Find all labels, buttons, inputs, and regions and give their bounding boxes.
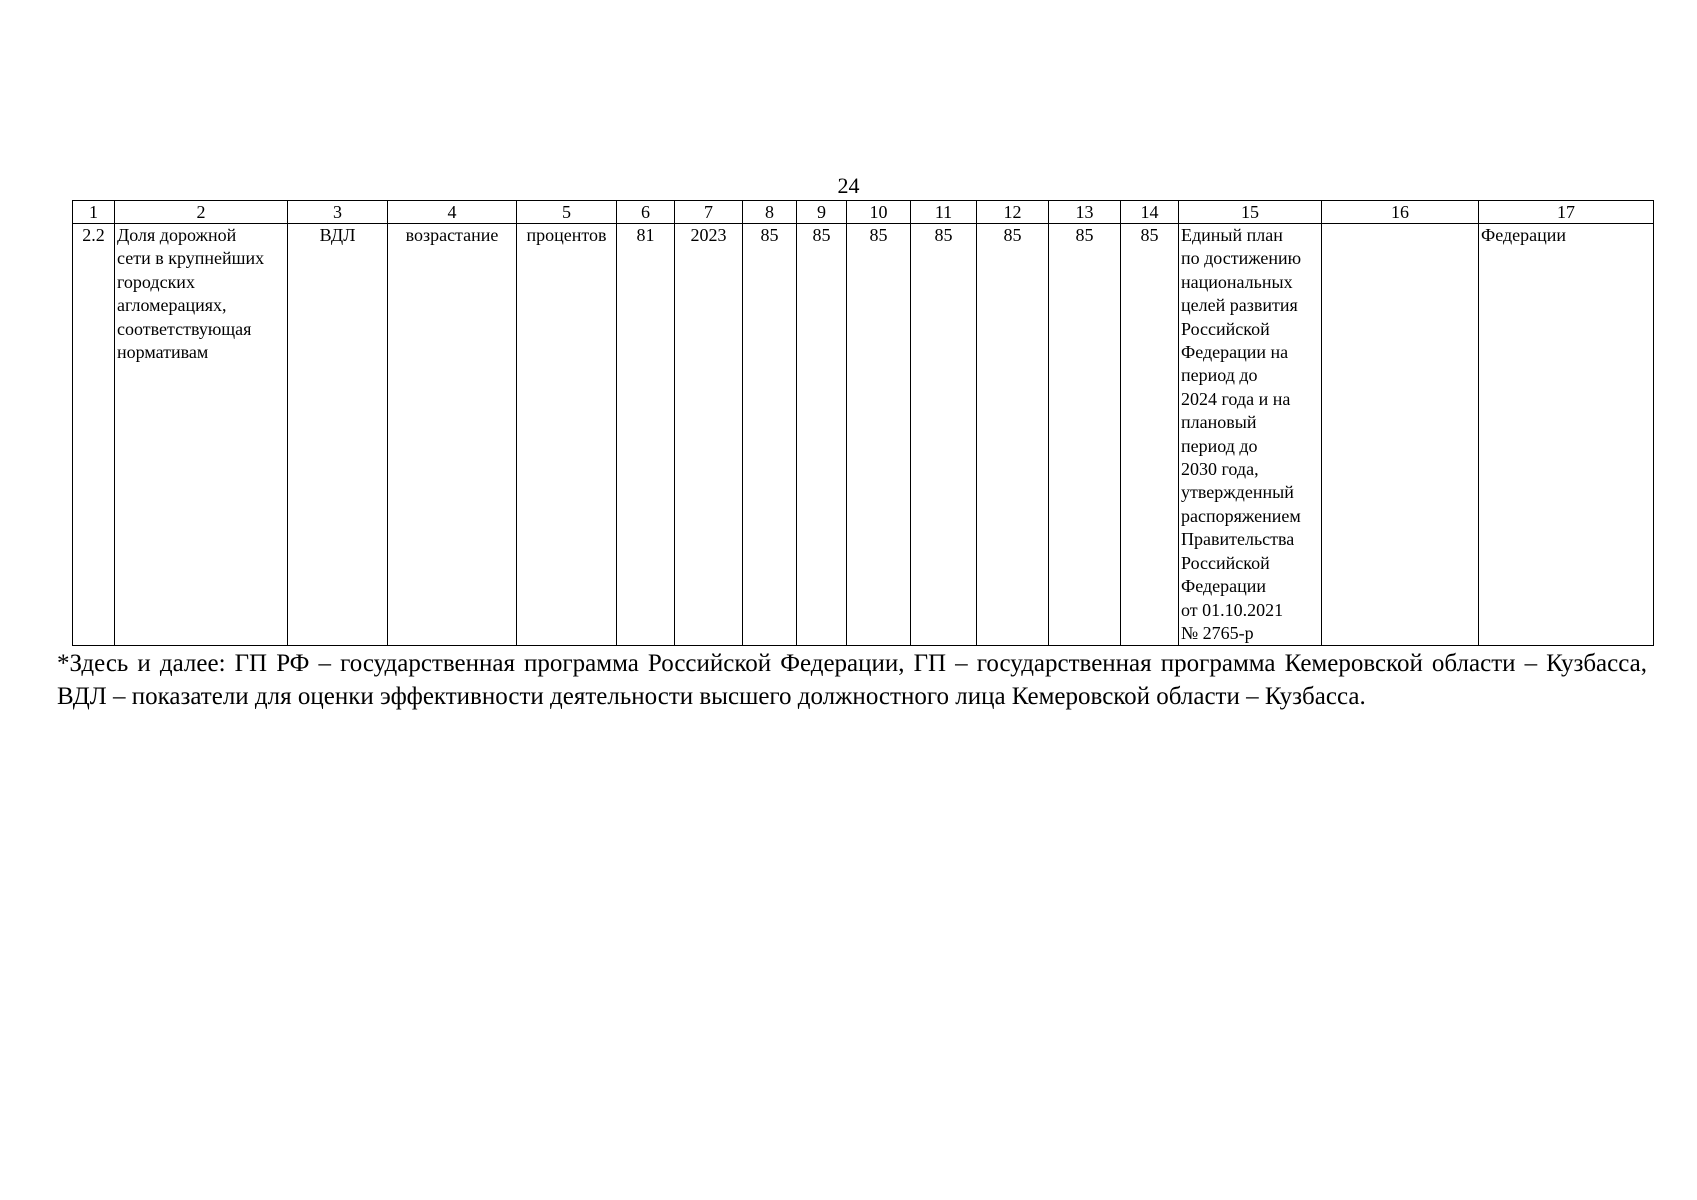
column-header: 4 (388, 201, 517, 224)
cell-unit: процентов (517, 224, 617, 646)
cell-line: распоряжением (1181, 505, 1301, 526)
cell-line: Единый план (1181, 225, 1283, 245)
column-header: 13 (1049, 201, 1121, 224)
cell-indicator-name (115, 224, 288, 646)
column-header: 6 (617, 201, 675, 224)
cell-line: соответствующая (117, 318, 252, 339)
column-header: 8 (743, 201, 797, 224)
cell-value: 85 (743, 224, 797, 646)
cell-line: сети в крупнейших (117, 248, 265, 269)
cell-line: от 01.10.2021 (1181, 599, 1284, 620)
cell-document (1179, 224, 1322, 646)
column-header: 7 (675, 201, 743, 224)
cell-line: Правительства (1181, 529, 1295, 550)
column-header: 5 (517, 201, 617, 224)
table-header-row (73, 201, 1654, 224)
cell-line: национальных (1181, 271, 1293, 292)
column-header: 16 (1322, 201, 1479, 224)
column-header: 12 (977, 201, 1049, 224)
page-number: 24 (837, 173, 860, 198)
cell-line: утвержденный (1181, 482, 1294, 503)
table-row (73, 224, 1654, 646)
cell-line: Российской (1181, 552, 1270, 573)
cell-value: 85 (847, 224, 911, 646)
cell-trend: возрастание (388, 224, 517, 646)
column-header: 3 (288, 201, 388, 224)
cell-line: нормативам (117, 342, 209, 363)
column-header: 15 (1179, 201, 1322, 224)
cell-value: 85 (911, 224, 977, 646)
cell-number: 2.2 (73, 224, 115, 646)
column-header: 14 (1121, 201, 1179, 224)
indicators-table (72, 200, 1654, 646)
cell-line: период до (1181, 435, 1258, 456)
cell-empty (1322, 224, 1479, 646)
cell-value: 85 (1049, 224, 1121, 646)
cell-base-value: 81 (617, 224, 675, 646)
cell-responsible: Федерации (1479, 224, 1654, 646)
cell-line: № 2765-р (1181, 622, 1254, 643)
cell-line: по достижению (1181, 248, 1302, 269)
cell-line: Федерации (1181, 576, 1267, 597)
cell-line: Российской (1181, 318, 1270, 339)
cell-value: 85 (797, 224, 847, 646)
cell-line: Доля дорожной (117, 225, 237, 245)
cell-line: 2030 года, (1181, 459, 1259, 480)
column-header: 10 (847, 201, 911, 224)
column-header: 1 (73, 201, 115, 224)
cell-line: плановый (1181, 412, 1257, 433)
cell-level: ВДЛ (288, 224, 388, 646)
cell-line: Федерации на (1181, 342, 1289, 363)
cell-value: 85 (1121, 224, 1179, 646)
cell-line: городских (117, 271, 195, 292)
footnote: *Здесь и далее: ГП РФ – государственная программа Российской Федерации, ГП – государственная программа Кемеровской области – Кузбасса, ВДЛ – показатели для оценки эффективности деятельности высшего должностного лица Кемеровской области – Кузбасса. (57, 650, 1647, 710)
cell-value: 85 (977, 224, 1049, 646)
cell-base-year: 2023 (675, 224, 743, 646)
cell-line: период до (1181, 365, 1258, 386)
column-header: 2 (115, 201, 288, 224)
cell-line: целей развития (1181, 295, 1298, 316)
column-header: 9 (797, 201, 847, 224)
cell-line: 2024 года и на (1181, 388, 1291, 409)
cell-line: агломерациях, (117, 295, 227, 316)
column-header: 11 (911, 201, 977, 224)
column-header: 17 (1479, 201, 1654, 224)
